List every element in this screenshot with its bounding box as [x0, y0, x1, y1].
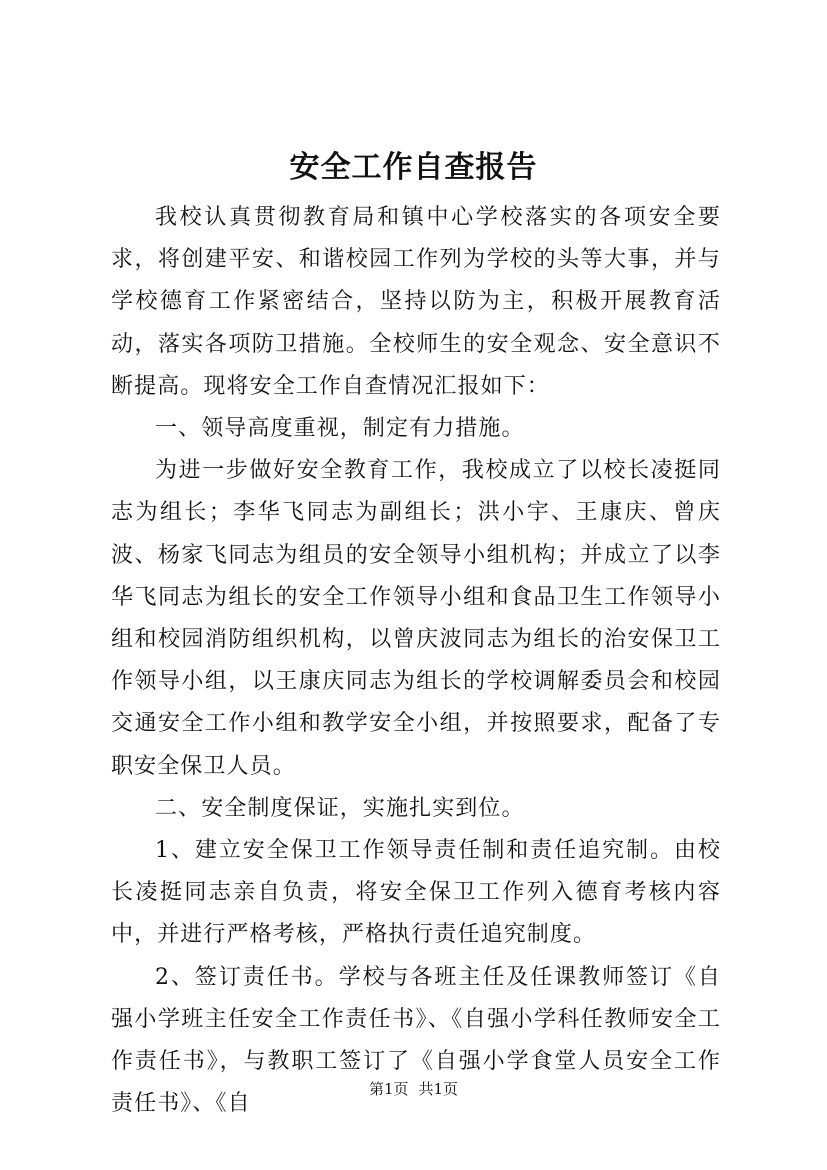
section-heading-2: 二、安全制度保证，实施扎实到位。	[155, 795, 525, 821]
section-heading-1: 一、领导高度重视，制定有力措施。	[155, 416, 525, 442]
paragraph-responsibility-letters: 2、签订责任书。学校与各班主任及任课教师签订《自强小学班主任安全工作责任书》、《自强小学科任教师安全工作责任书》，与教职工签订了《自强小学食堂人员安全工作责任书》、《自	[111, 964, 721, 1117]
document-body	[111, 197, 721, 1125]
page-footer	[0, 1079, 827, 1099]
page-total: 共1页	[418, 1080, 459, 1098]
paragraph-intro: 我校认真贯彻教育局和镇中心学校落实的各项安全要求，将创建平安、和谐校园工作列为学校的头等大事，并与学校德育工作紧密结合，坚持以防为主，积极开展教育活动，落实各项防卫措施。全校师生的安全观念、安全意识不断提高。现将安全工作自查情况汇报如下：	[111, 205, 721, 399]
page-title: 安全工作自查报告	[289, 150, 538, 185]
page-number: 第1页	[368, 1080, 409, 1098]
paragraph-leadership: 为进一步做好安全教育工作，我校成立了以校长凌挺同志为组长；李华飞同志为副组长；洪小宇、王康庆、曾庆波、杨家飞同志为组员的安全领导小组机构；并成立了以李华飞同志为组长的安全工作领导小组和食品卫生工作领导小组和校园消防组织机构，以曾庆波同志为组长的治安保卫工作领导小组，以王康庆同志为组长的学校调解委员会和校园交通安全工作小组和教学安全小组，并按照要求，配备了专职安全保卫人员。	[111, 458, 721, 779]
paragraph-responsibility-system: 1、建立安全保卫工作领导责任制和责任追究制。由校长凌挺同志亲自负责，将安全保卫工作列入德育考核内容中，并进行严格考核，严格执行责任追究制度。	[111, 838, 721, 948]
